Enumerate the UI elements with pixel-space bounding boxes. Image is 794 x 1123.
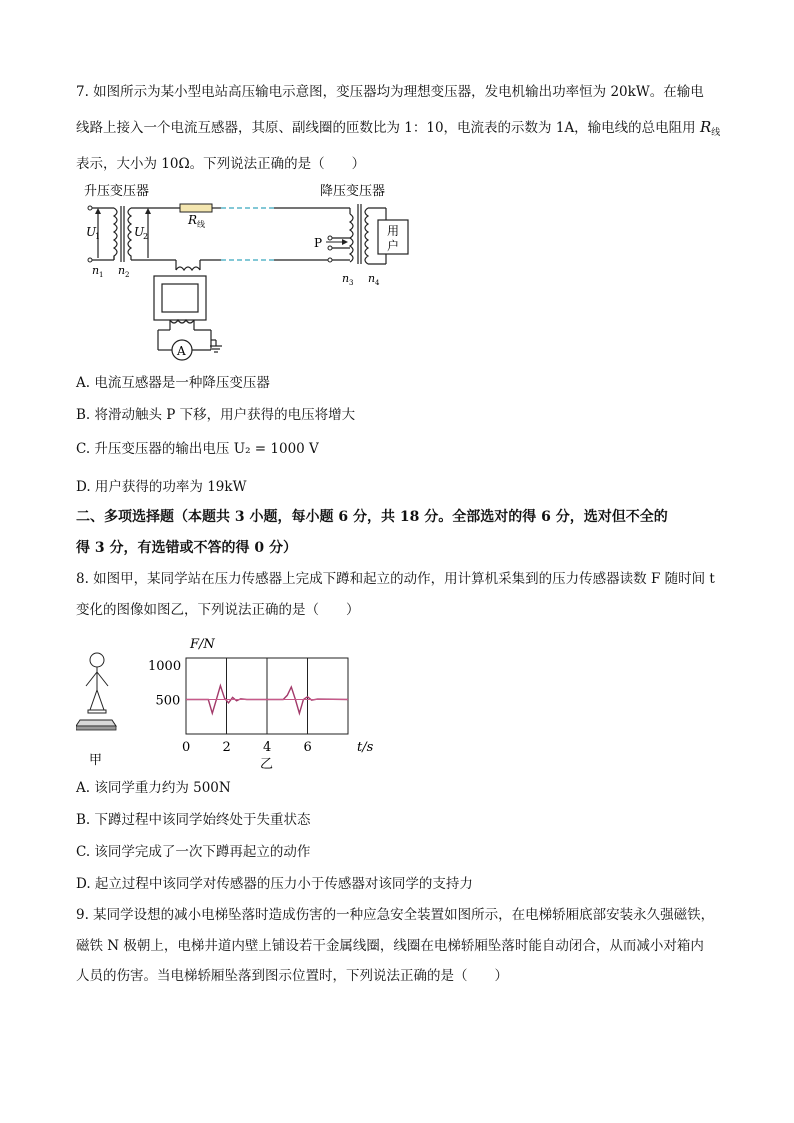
user-label-1: 用	[387, 224, 400, 238]
x-tick-label: 4	[263, 740, 272, 755]
n2-sub: 2	[125, 271, 130, 279]
q9-stem-line2: 磁铁 N 极朝上，电梯井道内壁上铺设若干金属线圈，线圈在电梯轿厢坠落时能自动闭合，从而减小对箱内	[76, 938, 704, 954]
line-resistor	[180, 204, 212, 212]
section2-heading-line1: 二、多项选择题（本题共 3 小题，每小题 6 分，共 18 分。全部选对的得 6 分，选对但不全的	[76, 509, 668, 525]
x-axis-label: t/s	[357, 740, 374, 755]
q7-stem-line2-text: 线路上接入一个电流互感器，其原、副线圈的匝数比为 1：10，电流表的示数为 1A，输电线的总电阻用	[76, 120, 700, 136]
q7-stem-line2	[76, 118, 720, 142]
q7-r-symbol: R	[699, 118, 712, 136]
q8-stem-line1: 8. 如图甲，某同学站在压力传感器上完成下蹲和起立的动作，用计算机采集到的压力传感器读数 F 随时间 t	[76, 571, 715, 587]
q7-option-d: D. 用户获得的功率为 19kW	[76, 479, 247, 495]
q9-stem-line1: 9. 某同学设想的减小电梯坠落时造成伤害的一种应急安全装置如图所示，在电梯轿厢底部安装永久强磁铁，	[76, 907, 715, 923]
q7-option-b: B. 将滑动触头 P 下移，用户获得的电压将增大	[76, 407, 356, 423]
x-tick-label: 0	[182, 740, 191, 755]
n3-sub: 3	[349, 279, 354, 287]
resistor-label: R	[188, 213, 198, 227]
user-label-2: 户	[387, 239, 400, 253]
figure-jia-label: 甲	[89, 753, 103, 768]
u1-label: U	[86, 225, 97, 239]
q7-option-a: A. 电流互感器是一种降压变压器	[76, 375, 270, 391]
x-tick-label: 6	[303, 740, 312, 755]
q8-option-c: C. 该同学完成了一次下蹲再起立的动作	[76, 844, 311, 860]
u2-label: U	[134, 225, 145, 239]
q9-stem-line3: 人员的伤害。当电梯轿厢坠落到图示位置时，下列说法正确的是（ ）	[76, 968, 508, 984]
n2-label: n	[118, 264, 126, 277]
n3-label: n	[342, 272, 350, 285]
section2-heading-line2: 得 3 分，有选错或不答的得 0 分）	[76, 540, 297, 556]
y-tick-label: 500	[155, 693, 181, 709]
y-tick-label: 1000	[148, 658, 182, 674]
u2-sub: 2	[143, 232, 149, 241]
n1-sub: 1	[99, 271, 104, 279]
q7-option-c: C. 升压变压器的输出电压 U₂ = 1000 V	[76, 441, 319, 457]
resistor-sub: 线	[197, 220, 205, 229]
step-down-transformer-label: 降压变压器	[320, 184, 386, 199]
n1-label: n	[92, 264, 100, 277]
q8-option-a: A. 该同学重力约为 500N	[76, 780, 231, 796]
x-tick-label: 2	[222, 740, 231, 755]
y-axis-label: F/N	[190, 637, 215, 652]
q7-stem-line3: 表示，大小为 10Ω。下列说法正确的是（ ）	[76, 156, 366, 172]
q7-circuit-figure	[76, 178, 426, 366]
n4-label: n	[368, 272, 376, 285]
ammeter-label: A	[177, 344, 186, 358]
force-time-chart	[140, 630, 385, 772]
q8-stem-line2: 变化的图像如图乙，下列说法正确的是（ ）	[76, 602, 360, 618]
step-up-transformer-label: 升压变压器	[84, 184, 150, 199]
q8-option-d: D. 起立过程中该同学对传感器的压力小于传感器对该同学的支持力	[76, 876, 473, 892]
q7-r-subscript: 线	[711, 128, 721, 138]
u1-sub: 1	[95, 232, 101, 241]
n4-sub: 4	[375, 279, 380, 287]
slider-p-label: P	[314, 236, 323, 250]
q8-option-b: B. 下蹲过程中该同学始终处于失重状态	[76, 812, 311, 828]
person-on-sensor-figure	[76, 650, 126, 768]
figure-yi-label: 乙	[260, 757, 274, 772]
q7-stem-line1: 7. 如图所示为某小型电站高压输电示意图，变压器均为理想变压器，发电机输出功率恒为 20kW。在输电	[76, 84, 704, 100]
